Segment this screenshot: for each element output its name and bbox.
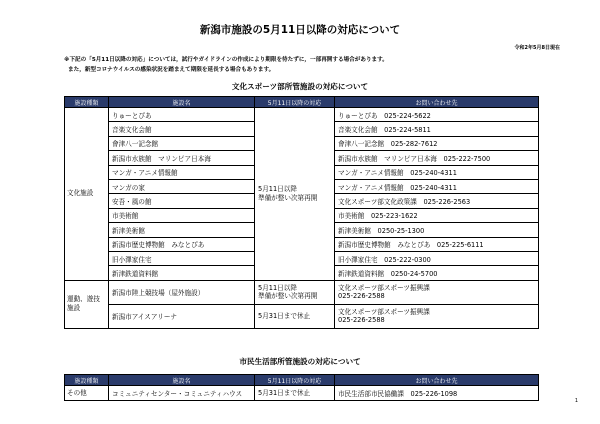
facility-cell: 新津鉄道資料館	[109, 266, 255, 280]
facility-cell: りゅーとぴあ	[109, 108, 255, 122]
contact-cell: 新津鉄道資料館 0250-24-5700	[335, 266, 539, 280]
note-line-1: ※下記の「5月11日以降の対応」については，試行やガイドラインの作成により期限を待たずに，一部再開する場合があります。	[64, 57, 388, 63]
response-cell: 5月31日まで休止	[255, 386, 335, 401]
facility-cell: 會津八一記念館	[109, 136, 255, 150]
header-response: 5月11日以降の対応	[255, 97, 335, 108]
category-cell: その他	[65, 386, 109, 401]
page-number: 1	[574, 398, 578, 404]
header-contact: お問い合わせ先	[335, 97, 539, 108]
facility-cell: 新津美術館	[109, 223, 255, 237]
contact-cell: 新潟市水族館 マリンピア日本海 025-222-7500	[335, 151, 539, 165]
contact-cell: マンガ・アニメ情報館 025-240-4311	[335, 179, 539, 193]
category-cell: 運動、遊技 施設	[65, 280, 109, 328]
contact-cell: 新潟市歴史博物館 みなとぴあ 025-225-6111	[335, 237, 539, 251]
category-cell: 文化施設	[65, 108, 109, 281]
facility-cell: 安吾・風の館	[109, 194, 255, 208]
facility-cell: マンガの家	[109, 179, 255, 193]
contact-cell: 文化スポーツ部スポーツ振興課 025-226-2588	[335, 280, 539, 304]
header-response: 5月11日以降の対応	[255, 375, 335, 386]
facility-cell: 新潟市陸上競技場（屋外施設）	[109, 280, 255, 304]
table-row	[65, 280, 539, 304]
header-facility: 施設名	[109, 97, 255, 108]
facility-cell: コミュニティセンター・コミュニティハウス	[109, 386, 255, 401]
response-cell: 5月11日以降 準備が整い次第再開	[255, 280, 335, 304]
page-title: 新潟市施設の5月11日以降の対応について	[199, 24, 401, 36]
facility-cell: 音楽文化会館	[109, 122, 255, 136]
culture-sports-table	[64, 96, 539, 329]
facility-cell: 旧小澤家住宅	[109, 251, 255, 265]
contact-cell: 文化スポーツ部スポーツ振興課 025-226-2588	[335, 304, 539, 328]
contact-cell: 市美術館 025-223-1622	[335, 208, 539, 222]
facility-cell: 新潟市歴史博物館 みなとぴあ	[109, 237, 255, 251]
header-category: 施設種類	[65, 97, 109, 108]
facility-cell: 市美術館	[109, 208, 255, 222]
contact-cell: 旧小澤家住宅 025-222-0300	[335, 251, 539, 265]
section1-title: 文化スポーツ部所管施設の対応について	[231, 82, 369, 91]
facility-cell: マンガ・アニメ情報館	[109, 165, 255, 179]
table-row	[65, 386, 539, 401]
header-contact: お問い合わせ先	[335, 375, 539, 386]
response-cell: 5月31日まで休止	[255, 304, 335, 328]
table-row	[65, 108, 539, 122]
header-category: 施設種類	[65, 375, 109, 386]
table-row	[65, 304, 539, 328]
facility-cell: 新潟市アイスアリーナ	[109, 304, 255, 328]
contact-cell: りゅーとぴあ 025-224-5622	[335, 108, 539, 122]
contact-cell: マンガ・アニメ情報館 025-240-4311	[335, 165, 539, 179]
header-facility: 施設名	[109, 375, 255, 386]
section2-title: 市民生活部所管施設の対応について	[239, 357, 361, 366]
facility-cell: 新潟市水族館 マリンピア日本海	[109, 151, 255, 165]
contact-cell: 文化スポーツ部文化政策課 025-226-2563	[335, 194, 539, 208]
as-of-date: 令和2年5月8日現在	[514, 45, 560, 51]
contact-cell: 會津八一記念館 025-282-7612	[335, 136, 539, 150]
contact-cell: 音楽文化会館 025-224-5811	[335, 122, 539, 136]
civic-life-table	[64, 374, 539, 401]
note-line-2: また，新型コロナウイルスの感染状況を踏まえて期限を延長する場合もあります。	[68, 67, 275, 73]
response-cell: 5月11日以降 準備が整い次第再開	[255, 108, 335, 281]
contact-cell: 市民生活部市民協働課 025-226-1098	[335, 386, 539, 401]
contact-cell: 新津美術館 0250-25-1300	[335, 223, 539, 237]
